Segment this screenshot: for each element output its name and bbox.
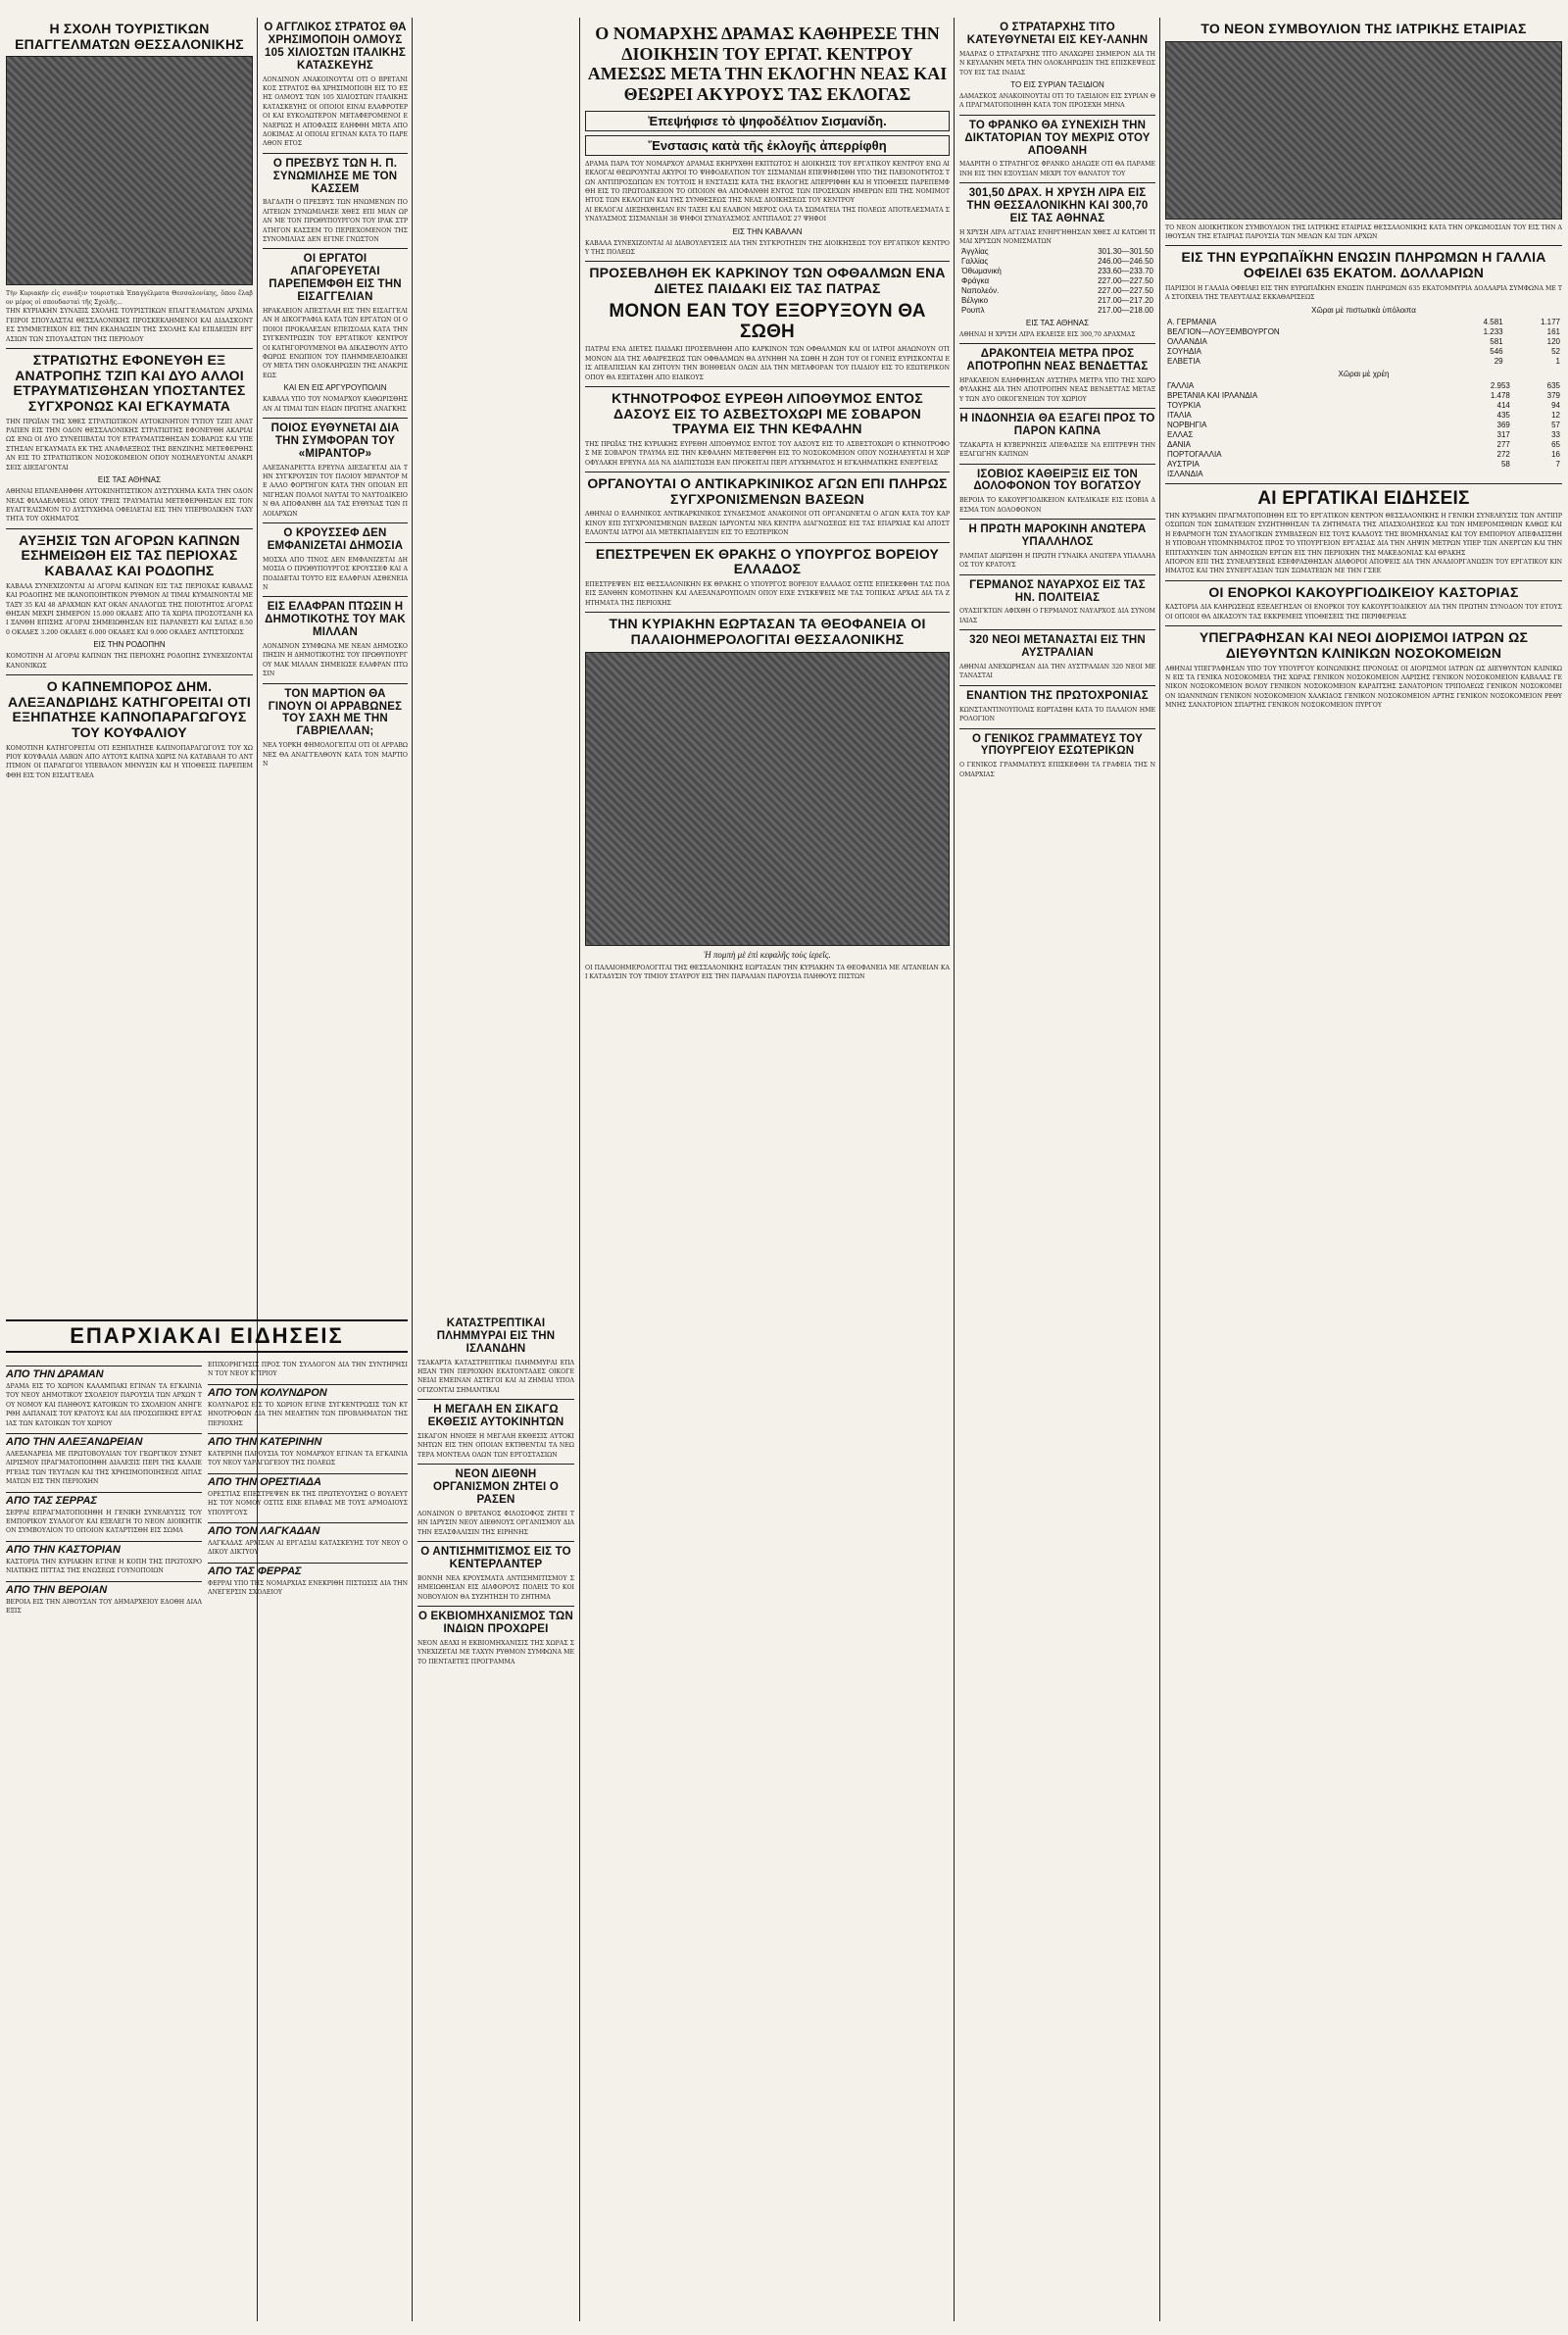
table-row: ΙΣΛΑΝΔΙΑ: [1167, 469, 1203, 478]
body-text: ΛΟΝΔΙΝΟΝ ΣΥΜΦΩΝΑ ΜΕ ΝΕΑΝ ΔΗΜΟΣΚΟΠΗΣΙΝ Η ΔΗΜΟΤΙΚΟΤΗΣ ΤΟΥ ΠΡΩΘΥΠΟΥΡΓΟΥ ΜΑΚ ΜΙΛΛΑΝ ΣΗΜΕΙΩΣΕ ΕΛΑΦΡΑΝ ΠΤΩΣΙΝ: [263, 643, 408, 678]
table-row: Α. ΓΕΡΜΑΝΙΑ 4.581 1.177: [1167, 317, 1560, 326]
column-1: [2, 18, 257, 1312]
table-header: Χῶραι μὲ χρέη: [1338, 369, 1390, 378]
headline-venice: ΔΡΑΚΟΝΤΕΙΑ ΜΕΤΡΑ ΠΡΟΣ ΑΠΟΤΡΟΠΗΝ ΝΕΑΣ ΒΕΝΔΕΤΤΑΣ: [966, 348, 1149, 373]
headline-chicago: Η ΜΕΓΑΛΗ ΕΝ ΣΙΚΑΓΩ ΕΚΘΕΣΙΣ ΑΥΤΟΚΙΝΗΤΩΝ: [427, 1404, 564, 1429]
place-heading: ΑΠΟ ΤΗΝ ΔΡΑΜΑΝ: [6, 1366, 202, 1380]
table-row: Βέλγικο 217.00—217.20: [961, 295, 1153, 305]
table-row: ΙΤΑΛΙΑ 435 12: [1167, 410, 1560, 420]
table-row: ΕΛΛΑΣ 317 33: [1167, 429, 1560, 439]
table-row: ΔΑΝΙΑ 277 65: [1167, 439, 1560, 449]
table-row: Ναπολεόν. 227.00—227.50: [961, 285, 1153, 295]
headline-collision: ΠΟΙΟΣ ΕΥΘΥΝΕΤΑΙ ΔΙΑ ΤΗΝ ΣΥΜΦΟΡΑΝ ΤΟΥ «ΜΙΡΑΝΤΟΡ»: [270, 422, 400, 460]
headline-anticancer: ΟΡΓΑΝΟΥΤΑΙ Ο ΑΝΤΙΚΑΡΚΙΝΙΚΟΣ ΑΓΩΝ ΕΠΙ ΠΛΗΡΩΣ ΣΥΓΧΡΟΝΙΣΜΕΝΩΝ ΒΑΣΕΩΝ: [587, 475, 948, 507]
body-text: ΝΕΑ ΥΟΡΚΗ ΦΗΜΟΛΟΓΕΙΤΑΙ ΟΤΙ ΟΙ ΑΡΡΑΒΩΝΕΣ ΘΑ ΑΝΑΓΓΕΛΘΟΥΝ ΚΑΤΑ ΤΟΝ ΜΑΡΤΙΟΝ: [263, 742, 408, 768]
photo-epiphany-procession: [585, 652, 950, 946]
body-text: ΤΗΝ ΠΡΩΪΑΝ ΤΗΣ ΧΘΕΣ ΣΤΡΑΤΙΩΤΙΚΟΝ ΑΥΤΟΚΙΝΗΤΟΝ ΤΥΠΟΥ ΤΖΙΠ ΑΝΑΤΡΑΠΕΝ ΕΙΣ ΤΗΝ ΟΔΟΝ ΘΕΣΣΑΛΟΝΙΚΗΣ ΣΤΡΑΤΙΩΤΗΣ ΕΦΟΝΕΥΘΗ ΑΚΑΡΙΑΙΩΣ ΕΝΩ ΟΙ ΔΥΟ ΣΥΝΕΠΙΒΑΤΑΙ ΤΟΥ ΕΤΡΑΥΜΑΤΙΣΘΗΣΑΝ ΣΟΒΑΡΩΣ ΚΑΙ ΥΠΕΣΤΗΣΑΝ ΕΓΚΑΥΜΑΤΑ ΕΚ ΤΗΣ ΑΝΑΦΛΕΞΕΩΣ ΤΗΣ ΒΕΝΖΙΝΗΣ ΜΕΤΕΦΕΡΘΗΣΑΝ ΕΙΣ ΤΟ ΣΤΡΑΤΙΩΤΙΚΟΝ ΝΟΣΟΚΟΜΕΙΟΝ ΟΠΟΥ ΝΟΣΗΛΕΥΟΝΤΑΙ ΑΝΑΚΡΙΣΕΙΣ ΔΙΕΞΑΓΟΝΤΑΙ: [6, 418, 253, 472]
headline-tourism-school: Η ΣΧΟΛΗ ΤΟΥΡΙΣΤΙΚΩΝ ΕΠΑΓΓΕΛΜΑΤΩΝ ΘΕΣΣΑΛΟΝΙΚΗΣ: [15, 21, 244, 52]
headline-general: Ο ΣΤΡΑΤΑΡΧΗΣ ΤΙΤΟ ΚΑΤΕΥΘΥΝΕΤΑΙ ΕΙΣ ΚΕΥ-ΛΑΝΗΝ: [966, 22, 1149, 46]
body-text: ΗΡΑΚΛΕΙΟΝ ΑΠΕΣΤΑΛΗ ΕΙΣ ΤΗΝ ΕΙΣΑΓΓΕΛΙΑΝ Η ΔΙΚΟΓΡΑΦΙΑ ΚΑΤΑ ΤΩΝ ΕΡΓΑΤΩΝ ΟΙ ΟΠΟΙΟΙ ΠΡΟΚΑΛΕΣΑΝ ΕΠΕΙΣΟΔΙΑ ΚΑΤΑ ΤΗΝ ΣΥΓΚΕΝΤΡΩΣΙΝ ΤΟΥ ΕΡΓΑΤΙΚΟΥ ΚΕΝΤΡΟΥ ΟΙ ΚΑΤΗΓΟΡΟΥΜΕΝΟΙ ΘΑ ΔΙΚΑΣΘΟΥΝ ΑΥΤΟΦΩΡΩΣ ΕΝΩΠΙΟΝ ΤΟΥ ΠΛΗΜΜΕΛΕΙΟΔΙΚΕΙΟΥ ΜΕΤΑ ΤΗΝ ΟΛΟΚΛΗΡΩΣΙΝ ΤΗΣ ΑΝΑΚΡΙΣΕΩΣ: [263, 307, 408, 379]
provincial-right: ΕΠΙΧΟΡΗΓΗΣΙΣ ΠΡΟΣ ΤΟΝ ΣΥΛΛΟΓΟΝ ΔΙΑ ΤΗΝ ΣΥΝΤΗΡΗΣΙΝ ΤΟΥ ΝΕΟΥ ΚΤΙΡΙΟΥ ΑΠΟ ΤΟΝ ΚΟΛΥΝΔΡΟΝ ΚΟΛΥΝΔΡΟΣ ΕΙΣ ΤΟ ΧΩΡΙΟΝ ΕΓΙΝΕ ΣΥΓΚΕΝΤΡΩΣΙΣ ΤΩΝ ΚΤΗΝΟΤΡΟΦΩΝ ΔΙΑ ΤΗΝ ΜΕΛΕΤΗΝ ΤΩΝ ΠΡΟΒΛΗΜΑΤΩΝ ΤΗΣ ΠΕΡΙΟΧΗΣ ΑΠΟ ΤΗΝ ΚΑΤΕΡΙΝΗΝ ΚΑΤΕΡΙΝΗ ΠΑΡΟΥΣΙΑ ΤΟΥ ΝΟΜΑΡΧΟΥ ΕΓΙΝΑΝ ΤΑ ΕΓΚΑΙΝΙΑ ΤΟΥ ΝΕΟΥ ΥΔΡΑΓΩΓΕΙΟΥ ΤΗΣ ΠΟΛΕΩΣ ΑΠΟ ΤΗΝ ΟΡΕΣΤΙΑΔΑ ΟΡΕΣΤΙΑΣ ΕΠΕΣΤΡΕΨΕΝ ΕΚ ΤΗΣ ΠΡΩΤΕΥΟΥΣΗΣ Ο ΒΟΥΛΕΥΤΗΣ ΤΟΥ ΝΟΜΟΥ ΟΣΤΙΣ ΕΙΧΕ ΕΠΑΦΑΣ ΜΕ ΤΟΥΣ ΑΡΜΟΔΙΟΥΣ ΥΠΟΥΡΓΟΥΣ ΑΠΟ ΤΟΝ ΛΑΓΚΑΔΑΝ ΛΑΓΚΑΔΑΣ ΑΡΧΙΣΑΝ ΑΙ ΕΡΓΑΣΙΑΙ ΚΑΤΑΣΚΕΥΗΣ ΤΟΥ ΝΕΟΥ ΟΔΙΚΟΥ ΔΙΚΤΥΟΥ ΑΠΟ ΤΑΣ ΦΕΡΡΑΣ ΦΕΡΡΑΙ ΥΠΟ ΤΗΣ ΝΟΜΑΡΧΙΑΣ ΕΝΕΚΡΙΘΗ ΠΙΣΤΩΣΙΣ ΔΙΑ ΤΗΝ ΑΝΕΓΕΡΣΙΝ ΣΧΟΛΕΙΟΥ: [208, 1362, 408, 1597]
column-2: [259, 18, 412, 1312]
table-row: ΟΛΛΑΝΔΙΑ 581 120: [1167, 336, 1560, 346]
provincial-news-title: ΕΠΑΡΧΙΑΚΑΙ ΕΙΔΗΣΕΙΣ: [6, 1319, 408, 1353]
place-heading: ΑΠΟ ΤΗΝ ΚΑΤΕΡΙΝΗΝ: [208, 1433, 408, 1448]
column-rule: [954, 18, 955, 2321]
place-heading: ΑΠΟ ΤΗΝ ΒΕΡΟΙΑΝ: [6, 1581, 202, 1596]
headline-india: Ο ΕΚΒΙΟΜΗΧΑΝΙΣΜΟΣ ΤΩΝ ΙΝΔΙΩΝ ΠΡΟΧΩΡΕΙ: [418, 1611, 573, 1635]
headline-antisemitism: Ο ΑΝΤΙΣΗΜΙΤΙΣΜΟΣ ΕΙΣ ΤΟ ΚΕΝΤΕΡΛΑΝΤΕΡ: [420, 1546, 571, 1570]
table-row: ΝΟΡΒΗΓΙΑ 369 57: [1167, 420, 1560, 429]
place-heading: ΑΠΟ ΤΟΝ ΛΑΓΚΑΔΑΝ: [208, 1522, 408, 1537]
headline-medical-society: ΤΟ ΝΕΟΝ ΣΥΜΒΟΥΛΙΟΝ ΤΗΣ ΙΑΤΡΙΚΗΣ ΕΤΑΙΡΙΑΣ: [1200, 21, 1527, 36]
headline-epiphany: ΤΗΝ ΚΥΡΙΑΚΗΝ ΕΩΡΤΑΣΑΝ ΤΑ ΘΕΟΦΑΝΕΙΑ ΟΙ ΠΑΛΑΙΟΗΜΕΡΟΛΟΓΙΤΑΙ ΘΕΣΣΑΛΟΝΙΚΗΣ: [609, 616, 926, 647]
lead-headline: Ο ΝΟΜΑΡΧΗΣ ΔΡΑΜΑΣ ΚΑΘΗΡΕΣΕ ΤΗΝ ΔΙΟΙΚΗΣΙΝ ΤΟΥ ΕΡΓΑΤ. ΚΕΝΤΡΟΥ ΑΜΕΣΩΣ ΜΕΤΑ ΤΗΝ ΕΚΛΟΓΗΝ ΝΕΑΣ ΚΑΙ ΘΕΩΡΕΙ ΑΚΥΡΟΥΣ ΤΑΣ ΕΚΛΟΓΑΣ: [587, 24, 948, 105]
gold-price-table: [959, 247, 1155, 316]
section-subhead: ΤΟ ΕΙΣ ΣΥΡΙΑΝ ΤΑΞΙΔΙΟΝ: [1010, 79, 1104, 89]
section-subhead: ΕΙΣ ΤΗΝ ΡΟΔΟΠΗΝ: [93, 640, 166, 650]
headline-merchant: Ο ΚΑΠΝΕΜΠΟΡΟΣ ΔΗΜ. ΑΛΕΞΑΝΔΡΙΔΗΣ ΚΑΤΗΓΟΡΕΙΤΑΙ ΟΤΙ ΕΞΗΠΑΤΗΣΕ ΚΑΠΝΟΠΑΡΑΓΩΓΟΥΣ ΤΟΥ ΚΟΥΦΑΛΙΟΥ: [8, 677, 251, 740]
place-heading: ΑΠΟ ΤΗΝ ΚΑΣΤΟΡΙΑΝ: [6, 1541, 202, 1556]
table-row: Ὀθωμανικὴ 233.60—233.70: [961, 266, 1153, 275]
body-text: ΚΟΜΟΤΙΝΗ ΑΙ ΑΓΟΡΑΙ ΚΑΠΝΩΝ ΤΗΣ ΠΕΡΙΟΧΗΣ ΡΟΔΟΠΗΣ ΣΥΝΕΧΙΖΟΝΤΑΙ ΚΑΝΟΝΙΚΩΣ: [6, 653, 253, 670]
body-text: ΤΗΝ ΚΥΡΙΑΚΗΝ ΣΥΝΑΞΙΣ ΣΧΟΛΗΣ ΤΟΥΡΙΣΤΙΚΩΝ ΕΠΑΓΓΕΛΜΑΤΩΝ ΑΡΧΙΜΑΓΕΙΡΟΙ ΣΠΟΥΔΑΣΤΑΙ ΘΕΣΣΑΛΟΝΙΚΗΣ ΠΡΟΣΚΕΚΛΗΜΕΝΟΙ ΚΑΙ ΔΙΔΑΣΚΟΝΤΕΣ ΣΥΜΜΕΤΕΙΧΟΝ ΕΙΣ ΤΗΝ ΕΚΔΗΛΩΣΙΝ ΤΗΣ ΣΧΟΛΗΣ ΚΑΙ ΕΠΙΔΕΙΞΙΝ ΕΡΓΑΣΙΩΝ ΤΩΝ ΣΠΟΥΔΑΣΤΩΝ ΤΗΣ ΠΕΡΙΟΔΟΥ: [6, 308, 253, 343]
section-subhead: ΚΑΙ ΕΝ ΕΙΣ ΑΡΓΥΡΟΥΠΟΛΙΝ: [283, 383, 387, 393]
headline-ambassador: Ο ΠΡΕΣΒΥΣ ΤΩΝ Η. Π. ΣΥΝΩΜΙΛΗΣΕ ΜΕ ΤΟΝ ΚΑΣΣΕΜ: [272, 157, 398, 195]
headline-tobacco: ΑΥΞΗΣΙΣ ΤΩΝ ΑΓΟΡΩΝ ΚΑΠΝΩΝ ΕΣΗΜΕΙΩΘΗ ΕΙΣ ΤΑΣ ΠΕΡΙΟΧΑΣ ΚΑΒΑΛΑΣ ΚΑΙ ΡΟΔΟΠΗΣ: [19, 531, 240, 579]
headline-raseda: ΝΕΟΝ ΔΙΕΘΝΗ ΟΡΓΑΝΙΣΜΟΝ ΖΗΤΕΙ Ο ΡΑΣΕΝ: [433, 1468, 559, 1506]
creditor-table: [1165, 318, 1562, 367]
lead-subhead-2: Ἔνστασις κατὰ τῆς ἐκλογῆς ἀπερρίφθη: [585, 135, 950, 156]
table-row: Φράγκα 227.00—227.50: [961, 275, 1153, 285]
table-row: ΑΥΣΤΡΙΑ 58 7: [1167, 459, 1560, 469]
headline-doctors: ΥΠΕΓΡΑΦΗΣΑΝ ΚΑΙ ΝΕΟΙ ΔΙΟΡΙΣΜΟΙ ΙΑΤΡΩΝ ΩΣ ΔΙΕΥΘΥΝΤΩΝ ΚΛΙΝΙΚΩΝ ΝΟΣΟΚΟΜΕΙΩΝ: [1199, 629, 1529, 661]
place-heading: ΑΠΟ ΤΑΣ ΣΕΡΡΑΣ: [6, 1492, 202, 1507]
table-row: ΕΛΒΕΤΙΑ 29 1: [1167, 356, 1560, 366]
table-row: Γαλλίας 246.00—246.50: [961, 256, 1153, 266]
body-text: ΚΑΒΑΛΑ ΣΥΝΕΧΙΖΟΝΤΑΙ ΑΙ ΑΓΟΡΑΙ ΚΑΠΝΩΝ ΕΙΣ ΤΑΣ ΠΕΡΙΟΧΑΣ ΚΑΒΑΛΑΣ ΚΑΙ ΡΟΔΟΠΗΣ ΜΕ ΙΚΑΝΟΠΟΙΗΤΙΚΟΝ ΡΥΘΜΟΝ ΑΙ ΤΙΜΑΙ ΚΥΜΑΙΝΟΝΤΑΙ ΜΕΤΑΞΥ 35 ΚΑΙ 48 ΔΡΑΧΜΩΝ ΚΑΤ ΟΚΑΝ ΑΝΑΛΟΓΩΣ ΤΗΣ ΠΟΙΟΤΗΤΟΣ ΑΓΟΡΑΣΘΗΣΑΝ ΜΕΧΡΙ ΣΗΜΕΡΟΝ 15.000 ΟΚΑΔΕΣ ΑΠΟ ΤΑ ΧΩΡΙΑ ΠΡΟΣΟΤΣΑΝΗ ΚΑΙ ΞΑΝΘΗ ΕΠΙΣΗΣ ΑΓΟΡΑΙ ΣΗΜΕΙΩΘΗΣΑΝ ΕΙΣ ΠΑΡΑΝΕΣΤΙ ΚΑΙ ΣΑΠΑΣ 8.500 ΟΚΑΔΕΣ 3.200 ΟΚΑΔΕΣ 6.000 ΟΚΑΔΕΣ ΚΑΙ 9.000 ΟΚΑΔΕΣ ΑΝΤΙΣΤΟΙΧΩΣ: [6, 582, 253, 636]
place-heading: ΑΠΟ ΤΑΣ ΦΕΡΡΑΣ: [208, 1563, 408, 1577]
section-subhead: ΕΙΣ ΤΑΣ ΑΘΗΝΑΣ: [1025, 318, 1090, 327]
headline-cancer-sub: ΜΟΝΟΝ ΕΑΝ ΤΟΥ ΕΞΟΡΥΞΟΥΝ ΘΑ ΣΩΘΗ: [609, 300, 926, 343]
headline-franco: ΤΟ ΦΡΑΝΚΟ ΘΑ ΣΥΝΕΧΙΣΗ ΤΗΝ ΔΙΚΤΑΤΟΡΙΑΝ ΤΟΥ ΜΕΧΡΙΣ ΟΤΟΥ ΑΠΟΘΑΝΗ: [964, 119, 1151, 157]
photo-tourism-school: [6, 56, 253, 285]
body-text: ΑΛΕΞΑΝΔΡΕΤΤΑ ΕΡΕΥΝΑ ΔΙΕΞΑΓΕΤΑΙ ΔΙΑ ΤΗΝ ΣΥΓΚΡΟΥΣΙΝ ΤΟΥ ΠΛΟΙΟΥ ΜΙΡΑΝΤΟΡ ΜΕ ΑΛΛΟ ΦΟΡΤΗΓΟΝ ΚΑΤΑ ΤΗΝ ΟΠΟΙΑΝ ΕΠΝΙΓΗΣΑΝ ΠΟΛΛΟΙ ΝΑΥΤΑΙ ΤΟ ΝΑΥΤΟΔΙΚΕΙΟΝ ΘΑ ΑΠΟΦΑΝΘΗ ΔΙΑ ΤΑΣ ΕΥΘΥΝΑΣ ΤΩΝ ΠΛΟΙΑΡΧΩΝ: [263, 464, 408, 518]
table-row: ΓΑΛΛΙΑ 2.953 635: [1167, 380, 1560, 390]
headline-shepherd: ΚΤΗΝΟΤΡΟΦΟΣ ΕΥΡΕΘΗ ΛΙΠΟΘΥΜΟΣ ΕΝΤΟΣ ΔΑΣΟΥΣ ΕΙΣ ΤΟ ΑΣΒΕΣΤΟΧΩΡΙ ΜΕ ΣΟΒΑΡΟΝ ΤΡΑΥΜΑ ΕΙΣ ΤΗΝ ΚΕΦΑΛΗΝ: [612, 389, 923, 437]
table-header: Χῶραι μὲ πιστωτικὰ ὑπόλοιπα: [1311, 305, 1416, 315]
section-subhead: ΕΙΣ ΤΑΣ ΑΘΗΝΑΣ: [97, 475, 162, 485]
headline-indonesia: Η ΙΝΔΟΝΗΣΙΑ ΘΑ ΕΞΑΓΕΙ ΠΡΟΣ ΤΟ ΠΑΡΟΝ ΚΑΠΝΑ: [959, 413, 1155, 437]
place-heading: ΑΠΟ ΤΟΝ ΚΟΛΥΝΔΡΟΝ: [208, 1384, 408, 1399]
table-row: ΤΟΥΡΚΙΑ 414 94: [1167, 400, 1560, 410]
column-6: ΤΟ ΝΕΟΝ ΣΥΜΒΟΥΛΙΟΝ ΤΗΣ ΙΑΤΡΙΚΗΣ ΕΤΑΙΡΙΑΣ ΤΟ ΝΕΟΝ ΔΙΟΙΚΗΤΙΚΟΝ ΣΥΜΒΟΥΛΙΟΝ ΤΗΣ ΙΑΤΡΙΚΗΣ ΕΤΑΙΡΙΑΣ ΘΕΣΣΑΛΟΝΙΚΗΣ ΚΑΤΑ ΤΗΝ ΟΡΚΩΜΟΣΙΑΝ ΤΟΥ ΕΙΣ ΤΗΝ ΑΙΘΟΥΣΑΝ ΤΗΣ ΕΤΑΙΡΙΑΣ ΠΑΡΟΥΣΙΑ ΤΩΝ ΜΕΛΩΝ ΚΑΙ ΤΩΝ ΑΡΧΩΝ ΕΙΣ ΤΗΝ ΕΥΡΩΠΑΪΚΗΝ ΕΝΩΣΙΝ ΠΛΗΡΩΜΩΝ Η ΓΑΛΛΙΑ ΟΦΕΙΛΕΙ 635 ΕΚΑΤΟΜ. ΔΟΛΛΑΡΙΩΝ ΠΑΡΙΣΙΟΙ Η ΓΑΛΛΙΑ ΟΦΕΙΛΕΙ ΕΙΣ ΤΗΝ ΕΥΡΩΠΑΪΚΗΝ ΕΝΩΣΙΝ ΠΛΗΡΩΜΩΝ 635 ΕΚΑΤΟΜΜΥΡΙΑ ΔΟΛΛΑΡΙΑ ΣΥΜΦΩΝΑ ΜΕ ΤΑ ΣΤΟΙΧΕΙΑ ΤΗΣ ΤΕΛΕΥΤΑΙΑΣ ΕΚΚΑΘΑΡΙΣΕΩΣ Χῶραι μὲ πιστωτικὰ ὑπόλοιπα Α. ΓΕΡΜΑΝΙΑ 4.581 1.177 ΒΕΛΓΙΟΝ—ΛΟΥΞΕΜΒΟΥΡΓΟΝ 1.233 161 ΟΛΛΑΝΔΙΑ 581 120 ΣΟΥΗΔΙΑ 546 52 ΕΛΒΕΤΙΑ 29 1 Χῶραι μὲ χρέη ΓΑΛΛΙΑ 2.953 635 ΒΡΕΤΑΝΙΑ ΚΑΙ ΙΡΛΑΝΔΙΑ 1.478 379 ΤΟΥΡΚΙΑ 414 94 ΙΤΑΛΙΑ 435 12 ΝΟΡΒΗΓΙΑ 369 57 ΕΛΛΑΣ 317 33 ΔΑΝΙΑ 277 65 ΠΟΡΤΟΓΑΛΛΙΑ 272 16 ΑΥΣΤΡΙΑ 58 7 ΙΣΛΑΝΔΙΑ ΑΙ ΕΡΓΑΤΙΚΑΙ ΕΙΔΗΣΕΙΣ ΤΗΝ ΚΥΡΙΑΚΗΝ ΠΡΑΓΜΑΤΟΠΟΙΗΘΗ ΕΙΣ ΤΟ ΕΡΓΑΤΙΚΟΝ ΚΕΝΤΡΟΝ ΘΕΣΣΑΛΟΝΙΚΗΣ Η ΓΕΝΙΚΗ ΣΥΝΕΛΕΥΣΙΣ ΤΩΝ ΑΝΤΙΠΡΟΣΩΠΩΝ ΤΩΝ ΣΩΜΑΤΕΙΩΝ ΣΥΖΗΤΗΘΗΣΑΝ ΤΑ ΖΗΤΗΜΑΤΑ ΤΗΣ ΑΠΑΣΧΟΛΗΣΕΩΣ ΚΑΙ ΤΩΝ ΗΜΕΡΟΜΙΣΘΙΩΝ ΚΑΘΩΣ ΚΑΙ Η ΕΦΑΡΜΟΓΗ ΤΩΝ ΣΥΛΛΟΓΙΚΩΝ ΣΥΜΒΑΣΕΩΝ ΕΙΣ ΤΟΥΣ ΚΛΑΔΟΥΣ ΤΗΣ ΒΙΟΜΗΧΑΝΙΑΣ ΚΑΙ ΤΟΥ ΕΜΠΟΡΙΟΥ ΑΠΕΦΑΣΙΣΘΗ Η ΥΠΟΒΟΛΗ ΥΠΟΜΝΗΜΑΤΟΣ ΠΡΟΣ ΤΟ ΥΠΟΥΡΓΕΙΟΝ ΕΡΓΑΣΙΑΣ ΔΙΑ ΤΗΝ ΛΗΨΙΝ ΜΕΤΡΩΝ ΥΠΕΡ ΤΩΝ ΑΝΕΡΓΩΝ ΚΑΙ ΤΗΝ ΕΠΙΤΑΧΥΝΣΙΝ ΤΩΝ ΔΗΜΟΣΙΩΝ ΕΡΓΩΝ ΕΙΣ ΤΗΝ ΠΕΡΙΟΧΗΝ ΤΗΣ ΜΑΚΕΔΟΝΙΑΣ ΚΑΙ ΘΡΑΚΗΣ ΑΠΟΡΟΝ ΕΠΙ ΤΗΣ ΣΥΝΕΛΕΥΣΕΩΣ ΕΞΕΦΡΑΣΘΗΣΑΝ ΔΙΑΦΟΡΟΙ ΑΠΟΨΕΙΣ ΔΙΑ ΤΗΝ ΑΝΑΔΙΟΡΓΑΝΩΣΙΝ ΤΟΥ ΕΡΓΑΤΙΚΟΥ ΚΙΝΗΜΑΤΟΣ ΚΑΙ ΤΗΝ ΣΥΝΕΡΓΑΣΙΑΝ ΤΩΝ ΣΩΜΑΤΕΙΩΝ ΜΕ ΤΗΝ ΓΣΕΕ ΟΙ ΕΝΟΡΚΟΙ ΚΑΚΟΥΡΓΙΟΔΙΚΕΙΟΥ ΚΑΣΤΟΡΙΑΣ ΚΑΣΤΟΡΙΑ ΔΙΑ ΚΛΗΡΩΣΕΩΣ ΕΞΕΛΕΓΗΣΑΝ ΟΙ ΕΝΟΡΚΟΙ ΤΟΥ ΚΑΚΟΥΡΓΙΟΔΙΚΕΙΟΥ ΔΙΑ ΤΗΝ ΠΡΩΤΗΝ ΣΥΝΟΔΟΝ ΤΟΥ ΕΤΟΥΣ ΟΙ ΟΠΟΙΟΙ ΘΑ ΔΙΚΑΣΟΥΝ ΤΑΣ ΕΚΚΡΕΜΕΙΣ ΥΠΟΘΕΣΕΙΣ ΤΗΣ ΠΕΡΙΦΕΡΕΙΑΣ ΥΠΕΓΡΑΦΗΣΑΝ ΚΑΙ ΝΕΟΙ ΔΙΟΡΙΣΜΟΙ ΙΑΤΡΩΝ ΩΣ ΔΙΕΥΘΥΝΤΩΝ ΚΛΙΝΙΚΩΝ ΝΟΣΟΚΟΜΕΙΩΝ ΑΘΗΝΑΙ ΥΠΕΓΡΑΦΗΣΑΝ ΥΠΟ ΤΟΥ ΥΠΟΥΡΓΟΥ ΚΟΙΝΩΝΙΚΗΣ ΠΡΟΝΟΙΑΣ ΟΙ ΔΙΟΡΙΣΜΟΙ ΙΑΤΡΩΝ ΩΣ ΔΙΕΥΘΥΝΤΩΝ ΚΛΙΝΙΚΩΝ ΕΙΣ ΤΑ ΓΕΝΙΚΑ ΝΟΣΟΚΟΜΕΙΑ ΤΗΣ ΧΩΡΑΣ ΓΕΝΙΚΟΝ ΝΟΣΟΚΟΜΕΙΟΝ ΛΑΡΙΣΗΣ ΓΕΝΙΚΟΝ ΝΟΣΟΚΟΜΕΙΟΝ ΚΑΒΑΛΑΣ ΓΕΝΙΚΟΝ ΝΟΣΟΚΟΜΕΙΟΝ ΒΟΛΟΥ ΓΕΝΙΚΟΝ ΝΟΣΟΚΟΜΕΙΟΝ ΚΑΡΔΙΤΣΗΣ ΣΑΝΑΤΟΡΙΟΝ ΤΡΙΠΟΛΕΩΣ ΓΕΝΙΚΟΝ ΝΟΣΟΚΟΜΕΙΟΝ ΙΩΑΝΝΙΝΩΝ ΓΕΝΙΚΟΝ ΝΟΣΟΚΟΜΕΙΟΝ ΧΑΛΚΙΔΟΣ ΓΕΝΙΚΟΝ ΝΟΣΟΚΟΜΕΙΟΝ ΑΡΤΗΣ ΓΕΝΙΚΟΝ ΝΟΣΟΚΟΜΕΙΟΝ ΡΕΘΥΜΝΗΣ ΣΑΝΑΤΟΡΙΟΝ ΣΠΑΡΤΗΣ ΓΕΝΙΚΟΝ ΝΟΣΟΚΟΜΕΙΟΝ ΠΥΡΓΟΥ: [1165, 21, 1562, 710]
section-subhead: ΕΙΣ ΤΗΝ ΚΑΒΑΛΑΝ: [732, 226, 803, 236]
table-row: ΒΕΛΓΙΟΝ—ΛΟΥΞΕΜΒΟΥΡΓΟΝ 1.233 161: [1167, 326, 1560, 336]
photo-caption: Τὴν Κυριακὴν εἰς συνάξιν τουριστικὰ Ἐπαγγέλματα Θεσσαλονίκης, ὅπου ἔλαβον μέρος οἱ σπουδασταὶ τῆς Σχολῆς...: [6, 290, 253, 307]
headline-floods: ΚΑΤΑΣΤΡΕΠΤΙΚΑΙ ΠΛΗΜΜΥΡΑΙ ΕΙΣ ΤΗΝ ΙΣΛΑΝΔΗΝ: [436, 1317, 556, 1355]
place-heading: ΑΠΟ ΤΗΝ ΑΛΕΞΑΝΔΡΕΙΑΝ: [6, 1433, 202, 1448]
body-text: ΛΟΝΔΙΝΟΝ ΑΝΑΚΟΙΝΟΥΤΑΙ ΟΤΙ Ο ΒΡΕΤΑΝΙΚΟΣ ΣΤΡΑΤΟΣ ΘΑ ΧΡΗΣΙΜΟΠΟΙΗ ΕΙΣ ΤΟ ΕΞΗΣ ΟΛΜΟΥΣ ΤΩΝ 105 ΧΙΛΙΟΣΤΩΝ ΙΤΑΛΙΚΗΣ ΚΑΤΑΣΚΕΥΗΣ ΟΙ ΟΠΟΙΟΙ ΕΙΝΑΙ ΕΛΑΦΡΟΤΕΡΟΙ ΚΑΙ ΕΥΚΟΛΩΤΕΡΟΝ ΜΕΤΑΦΕΡΟΜΕΝΟΙ ΕΝΑΕΡΙΩΣ Η ΑΠΟΦΑΣΙΣ ΕΛΗΦΘΗ ΜΕΤΑ ΑΠΟ ΔΟΚΙΜΑΣ ΑΙ ΟΠΟΙΑΙ ΕΓΙΝΑΝ ΚΑΤΑ ΤΟ ΠΑΡΕΛΘΟΝ ΕΤΟΣ: [263, 75, 408, 148]
headline-secretary: Ο ΓΕΝΙΚΟΣ ΓΡΑΜΜΑΤΕΥΣ ΤΟΥ ΥΠΟΥΡΓΕΙΟΥ ΕΣΩΤΕΡΙΚΩΝ: [972, 732, 1143, 758]
provincial-left: ΑΠΟ ΤΗΝ ΔΡΑΜΑΝ ΔΡΑΜΑ ΕΙΣ ΤΟ ΧΩΡΙΟΝ ΚΑΛΑΜΠΑΚΙ ΕΓΙΝΑΝ ΤΑ ΕΓΚΑΙΝΙΑ ΤΟΥ ΝΕΟΥ ΔΗΜΟΤΙΚΟΥ ΣΧΟΛΕΙΟΥ ΠΑΡΟΥΣΙΑ ΤΩΝ ΑΡΧΩΝ ΤΟΥ ΝΟΜΟΥ ΚΑΙ ΠΛΗΘΟΥΣ ΚΑΤΟΙΚΩΝ ΤΟ ΣΧΟΛΕΙΟΝ ΑΝΗΓΕΡΘΗ ΔΑΠΑΝΑΙΣ ΤΟΥ ΚΡΑΤΟΥΣ ΚΑΙ ΔΙΑ ΠΡΟΣΩΠΙΚΗΣ ΕΡΓΑΣΙΑΣ ΤΩΝ ΚΑΤΟΙΚΩΝ ΤΟΥ ΧΩΡΙΟΥ ΑΠΟ ΤΗΝ ΑΛΕΞΑΝΔΡΕΙΑΝ ΑΛΕΞΑΝΔΡΕΙΑ ΜΕ ΠΡΩΤΟΒΟΥΛΙΑΝ ΤΟΥ ΓΕΩΡΓΙΚΟΥ ΣΥΝΕΤΑΙΡΙΣΜΟΥ ΠΡΑΓΜΑΤΟΠΟΙΗΘΗ ΔΙΑΛΕΞΙΣ ΠΕΡΙ ΤΗΣ ΚΑΛΛΙΕΡΓΕΙΑΣ ΤΩΝ ΤΕΥΤΛΩΝ ΚΑΙ ΤΗΣ ΧΡΗΣΙΜΟΠΟΙΗΣΕΩΣ ΛΙΠΑΣΜΑΤΩΝ ΕΙΣ ΤΗΝ ΠΕΡΙΟΧΗΝ ΑΠΟ ΤΑΣ ΣΕΡΡΑΣ ΣΕΡΡΑΙ ΕΠΡΑΓΜΑΤΟΠΟΙΗΘΗ Η ΓΕΝΙΚΗ ΣΥΝΕΛΕΥΣΙΣ ΤΟΥ ΕΜΠΟΡΙΚΟΥ ΣΥΛΛΟΓΟΥ ΚΑΙ ΕΞΕΛΕΓΗ ΤΟ ΝΕΟΝ ΔΙΟΙΚΗΤΙΚΟΝ ΣΥΜΒΟΥΛΙΟΝ ΤΟ ΟΠΟΙΟΝ ΚΑΤΑΡΤΙΣΘΗ ΕΙΣ ΣΩΜΑ ΑΠΟ ΤΗΝ ΚΑΣΤΟΡΙΑΝ ΚΑΣΤΟΡΙΑ ΤΗΝ ΚΥΡΙΑΚΗΝ ΕΓΙΝΕ Η ΚΟΠΗ ΤΗΣ ΠΡΩΤΟΧΡΟΝΙΑΤΙΚΗΣ ΠΙΤΤΑΣ ΤΗΣ ΕΝΩΣΕΩΣ ΓΟΥΝΟΠΟΙΩΝ ΑΠΟ ΤΗΝ ΒΕΡΟΙΑΝ ΒΕΡΟΙΑ ΕΙΣ ΤΗΝ ΑΙΘΟΥΣΑΝ ΤΟΥ ΔΗΜΑΡΧΕΙΟΥ ΕΔΟΘΗ ΔΙΑΛΕΞΙΣ: [6, 1361, 202, 2302]
column-rule: [412, 18, 413, 2321]
lead-subhead-1: Ἐπεψήφισε τὸ ψηφοδέλτιον Σισμανίδη.: [585, 111, 950, 131]
table-row: ΒΡΕΤΑΝΙΑ ΚΑΙ ΙΡΛΑΝΔΙΑ 1.478 379: [1167, 390, 1560, 400]
headline-army: Ο ΑΓΓΛΙΚΟΣ ΣΤΡΑΤΟΣ ΘΑ ΧΡΗΣΙΜΟΠΟΙΗ ΟΛΜΟΥΣ 105 ΧΙΛΙΟΣΤΩΝ ΙΤΑΛΙΚΗΣ ΚΑΤΑΣΚΕΥΗΣ: [264, 22, 407, 72]
debtor-table: [1165, 381, 1562, 479]
body-text: ΚΟΜΟΤΙΝΗ ΚΑΤΗΓΟΡΕΙΤΑΙ ΟΤΙ ΕΞΗΠΑΤΗΣΕ ΚΑΠΝΟΠΑΡΑΓΩΓΟΥΣ ΤΟΥ ΧΩΡΙΟΥ ΚΟΥΦΑΛΙΑ ΛΑΒΩΝ ΑΠΟ ΑΥΤΟΥΣ ΚΑΠΝΑ ΧΩΡΙΣ ΝΑ ΚΑΤΑΒΑΛΗ ΤΟ ΑΝΤΙΤΙΜΟΝ ΟΙ ΠΑΡΑΓΩΓΟΙ ΥΠΕΒΑΛΟΝ ΜΗΝΥΣΙΝ ΚΑΙ Η ΥΠΟΘΕΣΙΣ ΠΑΡΕΠΕΜΦΘΗ ΕΙΣ ΤΟΝ ΕΙΣΑΓΓΕΛΕΑ: [6, 744, 253, 779]
headline-minister: ΕΠΕΣΤΡΕΨΕΝ ΕΚ ΘΡΑΚΗΣ Ο ΥΠΟΥΡΓΟΣ ΒΟΡΕΙΟΥ ΕΛΛΑΔΟΣ: [595, 545, 940, 577]
table-row: Ρουπλ 217.00—218.00: [961, 305, 1153, 315]
headline-bogatsos: ΙΣΟΒΙΟΣ ΚΑΘΕΙΡΞΙΣ ΕΙΣ ΤΟΝ ΔΟΛΟΦΟΝΟΝ ΤΟΥ ΒΟΓΑΤΣΟΥ: [973, 468, 1142, 493]
headline-elections: ΕΙΣ ΕΛΑΦΡΑΝ ΠΤΩΣΙΝ Η ΔΗΜΟΤΙΚΟΤΗΣ ΤΟΥ ΜΑΚ ΜΙΛΛΑΝ: [265, 601, 406, 639]
place-heading: ΑΠΟ ΤΗΝ ΟΡΕΣΤΙΑΔΑ: [208, 1473, 408, 1488]
table-row: Ἀγγλίας 301.30—301.50: [961, 246, 1153, 256]
body-text: ΒΑΓΔΑΤΗ Ο ΠΡΕΣΒΥΣ ΤΩΝ ΗΝΩΜΕΝΩΝ ΠΟΛΙΤΕΙΩΝ ΣΥΝΩΜΙΛΗΣΕ ΧΘΕΣ ΕΠΙ ΜΙΑΝ ΩΡΑΝ ΜΕ ΤΟΝ ΠΡΩΘΥΠΟΥΡΓΟΝ ΤΟΥ ΙΡΑΚ ΣΤΡΑΤΗΓΟΝ ΚΑΣΣΕΜ ΤΟ ΠΕΡΙΕΧΟΜΕΝΟΝ ΤΗΣ ΣΥΝΟΜΙΛΙΑΣ ΔΕΝ ΕΓΙΝΕ ΓΝΩΣΤΟΝ: [263, 199, 408, 243]
photo-medical-society: [1165, 41, 1562, 220]
body-text: ΚΑΒΑΛΑ ΥΠΟ ΤΟΥ ΝΟΜΑΡΧΟΥ ΚΑΘΩΡΙΣΘΗΣΑΝ ΑΙ ΤΙΜΑΙ ΤΩΝ ΕΙΔΩΝ ΠΡΩΤΗΣ ΑΝΑΓΚΗΣ: [263, 396, 408, 413]
headline-european-union: ΕΙΣ ΤΗΝ ΕΥΡΩΠΑΪΚΗΝ ΕΝΩΣΙΝ ΠΛΗΡΩΜΩΝ Η ΓΑΛΛΙΑ ΟΦΕΙΛΕΙ 635 ΕΚΑΤΟΜ. ΔΟΛΛΑΡΙΩΝ: [1181, 249, 1546, 281]
headline-engagement: ΤΟΝ ΜΑΡΤΙΟΝ ΘΑ ΓΙΝΟΥΝ ΟΙ ΑΡΡΑΒΩΝΕΣ ΤΟΥ ΣΑΧΗ ΜΕ ΤΗΝ ΓΑΒΡΙΕΛΛΑΝ;: [268, 687, 403, 738]
column-3: ΚΑΤΑΣΤΡΕΠΤΙΚΑΙ ΠΛΗΜΜΥΡΑΙ ΕΙΣ ΤΗΝ ΙΣΛΑΝΔΗΝ ΤΣΑΚΑΡΤΑ ΚΑΤΑΣΤΡΕΠΤΙΚΑΙ ΠΛΗΜΜΥΡΑΙ ΕΠΛΗΞΑΝ ΤΗΝ ΠΕΡΙΟΧΗΝ ΕΚΑΤΟΝΤΑΔΕΣ ΟΙΚΟΓΕΝΕΙΑΙ ΕΜΕΙΝΑΝ ΑΣΤΕΓΟΙ ΚΑΙ ΑΙ ΖΗΜΙΑΙ ΥΠΟΛΟΓΙΖΟΝΤΑΙ ΣΗΜΑΝΤΙΚΑΙ Η ΜΕΓΑΛΗ ΕΝ ΣΙΚΑΓΩ ΕΚΘΕΣΙΣ ΑΥΤΟΚΙΝΗΤΩΝ ΣΙΚΑΓΟΝ ΗΝΟΙΞΕ Η ΜΕΓΑΛΗ ΕΚΘΕΣΙΣ ΑΥΤΟΚΙΝΗΤΩΝ ΕΙΣ ΤΗΝ ΟΠΟΙΑΝ ΕΚΤΙΘΕΝΤΑΙ ΤΑ ΝΕΩΤΕΡΑ ΜΟΝΤΕΛΑ ΟΛΩΝ ΤΩΝ ΕΡΓΟΣΤΑΣΙΩΝ ΝΕΟΝ ΔΙΕΘΝΗ ΟΡΓΑΝΙΣΜΟΝ ΖΗΤΕΙ Ο ΡΑΣΕΝ ΛΟΝΔΙΝΟΝ Ο ΒΡΕΤΑΝΟΣ ΦΙΛΟΣΟΦΟΣ ΖΗΤΕΙ ΤΗΝ ΙΔΡΥΣΙΝ ΝΕΟΥ ΔΙΕΘΝΟΥΣ ΟΡΓΑΝΙΣΜΟΥ ΔΙΑ ΤΗΝ ΕΞΑΣΦΑΛΙΣΙΝ ΤΗΣ ΕΙΡΗΝΗΣ Ο ΑΝΤΙΣΗΜΙΤΙΣΜΟΣ ΕΙΣ ΤΟ ΚΕΝΤΕΡΛΑΝΤΕΡ ΒΟΝΝΗ ΝΕΑ ΚΡΟΥΣΜΑΤΑ ΑΝΤΙΣΗΜΙΤΙΣΜΟΥ ΣΗΜΕΙΩΘΗΣΑΝ ΕΙΣ ΔΙΑΦΟΡΟΥΣ ΠΟΛΕΙΣ ΤΟ ΚΟΙΝΟΒΟΥΛΙΟΝ ΘΑ ΣΥΖΗΤΗΣΗ ΤΟ ΖΗΤΗΜΑ Ο ΕΚΒΙΟΜΗΧΑΝΙΣΜΟΣ ΤΩΝ ΙΝΔΙΩΝ ΠΡΟΧΩΡΕΙ ΝΕΟΝ ΔΕΛΧΙ Η ΕΚΒΙΟΜΗΧΑΝΙΣΙΣ ΤΗΣ ΧΩΡΑΣ ΣΥΝΕΧΙΖΕΤΑΙ ΜΕ ΤΑΧΥΝ ΡΥΘΜΟΝ ΣΥΜΦΩΝΑ ΜΕ ΤΟ ΠΕΝΤΑΕΤΕΣ ΠΡΟΓΡΑΜΜΑ: [417, 1317, 574, 1665]
headline-labor-news: ΑΙ ΕΡΓΑΤΙΚΑΙ ΕΙΔΗΣΕΙΣ: [1257, 487, 1470, 509]
headline-workers: ΟΙ ΕΡΓΑΤΟΙ ΑΠΑΓΟΡΕΥΕΤΑΙ ΠΑΡΕΠΕΜΦΘΗ ΕΙΣ ΤΗΝ ΕΙΣΑΓΓΕΛΙΑΝ: [269, 253, 402, 304]
provincial-news: [2, 1314, 412, 2313]
headline-soldier: ΣΤΡΑΤΙΩΤΗΣ ΕΦΟΝΕΥΘΗ ΕΞ ΑΝΑΤΡΟΠΗΣ ΤΖΙΠ ΚΑΙ ΔΥΟ ΑΛΛΟΙ ΕΤΡΑΥΜΑΤΙΣΘΗΣΑΝ ΥΠΟΣΤΑΝΤΕΣ ΣΥΓΧΡΟΝΩΣ ΚΑΙ ΕΓΚΑΥΜΑΤΑ: [13, 351, 246, 414]
column-5: Ο ΣΤΡΑΤΑΡΧΗΣ ΤΙΤΟ ΚΑΤΕΥΘΥΝΕΤΑΙ ΕΙΣ ΚΕΥ-ΛΑΝΗΝ ΜΑΔΡΑΣ Ο ΣΤΡΑΤΑΡΧΗΣ ΤΙΤΟ ΑΝΑΧΩΡΕΙ ΣΗΜΕΡΟΝ ΔΙΑ ΤΗΝ ΚΕΥΛΑΝΗΝ ΜΕΤΑ ΤΗΝ ΟΛΟΚΛΗΡΩΣΙΝ ΤΗΣ ΕΠΙΣΚΕΨΕΩΣ ΤΟΥ ΕΙΣ ΤΑΣ ΙΝΔΙΑΣ ΤΟ ΕΙΣ ΣΥΡΙΑΝ ΤΑΞΙΔΙΟΝ ΔΑΜΑΣΚΟΣ ΑΝΑΚΟΙΝΟΥΤΑΙ ΟΤΙ ΤΟ ΤΑΞΙΔΙΟΝ ΕΙΣ ΣΥΡΙΑΝ ΘΑ ΠΡΑΓΜΑΤΟΠΟΙΗΘΗ ΚΑΤΑ ΤΟΝ ΠΡΟΣΕΧΗ ΜΗΝΑ ΤΟ ΦΡΑΝΚΟ ΘΑ ΣΥΝΕΧΙΣΗ ΤΗΝ ΔΙΚΤΑΤΟΡΙΑΝ ΤΟΥ ΜΕΧΡΙΣ ΟΤΟΥ ΑΠΟΘΑΝΗ ΜΑΔΡΙΤΗ Ο ΣΤΡΑΤΗΓΟΣ ΦΡΑΝΚΟ ΔΗΛΩΣΕ ΟΤΙ ΘΑ ΠΑΡΑΜΕΙΝΗ ΕΙΣ ΤΗΝ ΕΞΟΥΣΙΑΝ ΜΕΧΡΙ ΤΟΥ ΘΑΝΑΤΟΥ ΤΟΥ 301,50 ΔΡΑΧ. Η ΧΡΥΣΗ ΛΙΡΑ ΕΙΣ ΤΗΝ ΘΕΣΣΑΛΟΝΙΚΗΝ ΚΑΙ 300,70 ΕΙΣ ΤΑΣ ΑΘΗΝΑΣ Η ΧΡΥΣΗ ΛΙΡΑ ΑΓΓΛΙΑΣ ΕΝΗΡΓΗΘΗΣΑΝ ΧΘΕΣ ΑΙ ΚΑΤΩΘΙ ΤΙΜΑΙ ΧΡΥΣΩΝ ΝΟΜΙΣΜΑΤΩΝ Ἀγγλίας 301.30—301.50 Γαλλίας 246.00—246.50 Ὀθωμανικὴ 233.60—233.70 Φράγκα 227.00—227.50 Ναπολεόν. 227.00—227.50 Βέλγικο 217.00—217.20 Ρουπλ 217.00—218.00 ΕΙΣ ΤΑΣ ΑΘΗΝΑΣ ΑΘΗΝΑΙ Η ΧΡΥΣΗ ΛΙΡΑ ΕΚΛΕΙΣΕ ΕΙΣ 300,70 ΔΡΑΧΜΑΣ ΔΡΑΚΟΝΤΕΙΑ ΜΕΤΡΑ ΠΡΟΣ ΑΠΟΤΡΟΠΗΝ ΝΕΑΣ ΒΕΝΔΕΤΤΑΣ ΗΡΑΚΛΕΙΟΝ ΕΛΗΦΘΗΣΑΝ ΑΥΣΤΗΡΑ ΜΕΤΡΑ ΥΠΟ ΤΗΣ ΧΩΡΟΦΥΛΑΚΗΣ ΔΙΑ ΤΗΝ ΑΠΟΤΡΟΠΗΝ ΝΕΑΣ ΒΕΝΔΕΤΤΑΣ ΜΕΤΑΞΥ ΤΩΝ ΔΥΟ ΟΙΚΟΓΕΝΕΙΩΝ ΤΟΥ ΧΩΡΙΟΥ Η ΙΝΔΟΝΗΣΙΑ ΘΑ ΕΞΑΓΕΙ ΠΡΟΣ ΤΟ ΠΑΡΟΝ ΚΑΠΝΑ ΤΖΑΚΑΡΤΑ Η ΚΥΒΕΡΝΗΣΙΣ ΑΠΕΦΑΣΙΣΕ ΝΑ ΕΠΙΤΡΕΨΗ ΤΗΝ ΕΞΑΓΩΓΗΝ ΚΑΠΝΩΝ ΙΣΟΒΙΟΣ ΚΑΘΕΙΡΞΙΣ ΕΙΣ ΤΟΝ ΔΟΛΟΦΟΝΟΝ ΤΟΥ ΒΟΓΑΤΣΟΥ ΒΕΡΟΙΑ ΤΟ ΚΑΚΟΥΡΓΙΟΔΙΚΕΙΟΝ ΚΑΤΕΔΙΚΑΣΕ ΕΙΣ ΙΣΟΒΙΑ ΔΕΣΜΑ ΤΟΝ ΔΟΛΟΦΟΝΟΝ Η ΠΡΩΤΗ ΜΑΡΟΚΙΝΗ ΑΝΩΤΕΡΑ ΥΠΑΛΛΗΛΟΣ ΡΑΜΠΑΤ ΔΙΩΡΙΣΘΗ Η ΠΡΩΤΗ ΓΥΝΑΙΚΑ ΑΝΩΤΕΡΑ ΥΠΑΛΛΗΛΟΣ ΤΟΥ ΚΡΑΤΟΥΣ ΓΕΡΜΑΝΟΣ ΝΑΥΑΡΧΟΣ ΕΙΣ ΤΑΣ ΗΝ. ΠΟΛΙΤΕΙΑΣ ΟΥΑΣΙΓΚΤΩΝ ΑΦΙΧΘΗ Ο ΓΕΡΜΑΝΟΣ ΝΑΥΑΡΧΟΣ ΔΙΑ ΣΥΝΟΜΙΛΙΑΣ 320 ΝΕΟΙ ΜΕΤΑΝΑΣΤΑΙ ΕΙΣ ΤΗΝ ΑΥΣΤΡΑΛΙΑΝ ΑΘΗΝΑΙ ΑΝΕΧΩΡΗΣΑΝ ΔΙΑ ΤΗΝ ΑΥΣΤΡΑΛΙΑΝ 320 ΝΕΟΙ ΜΕΤΑΝΑΣΤΑΙ ΕΝΑΝΤΙΟΝ ΤΗΣ ΠΡΩΤΟΧΡΟΝΙΑΣ ΚΩΝΣΤΑΝΤΙΝΟΥΠΟΛΙΣ ΕΩΡΤΑΣΘΗ ΚΑΤΑ ΤΟ ΠΑΛΑΙΟΝ ΗΜΕΡΟΛΟΓΙΟΝ Ο ΓΕΝΙΚΟΣ ΓΡΑΜΜΑΤΕΥΣ ΤΟΥ ΥΠΟΥΡΓΕΙΟΥ ΕΣΩΤΕΡΙΚΩΝ Ο ΓΕΝΙΚΟΣ ΓΡΑΜΜΑΤΕΥΣ ΕΠΙΣΚΕΦΘΗ ΤΑ ΓΡΑΦΕΙΑ ΤΗΣ ΝΟΜΑΡΧΙΑΣ: [959, 22, 1155, 778]
headline-patriarch: ΕΝΑΝΤΙΟΝ ΤΗΣ ΠΡΩΤΟΧΡΟΝΙΑΣ: [966, 689, 1149, 702]
column-4: Ο ΝΟΜΑΡΧΗΣ ΔΡΑΜΑΣ ΚΑΘΗΡΕΣΕ ΤΗΝ ΔΙΟΙΚΗΣΙΝ ΤΟΥ ΕΡΓΑΤ. ΚΕΝΤΡΟΥ ΑΜΕΣΩΣ ΜΕΤΑ ΤΗΝ ΕΚΛΟΓΗΝ ΝΕΑΣ ΚΑΙ ΘΕΩΡΕΙ ΑΚΥΡΟΥΣ ΤΑΣ ΕΚΛΟΓΑΣ Ἐπεψήφισε τὸ ψηφοδέλτιον Σισμανίδη. Ἔνστασις κατὰ τῆς ἐκλογῆς ἀπερρίφθη ΔΡΑΜΑ ΠΑΡΑ ΤΟΥ ΝΟΜΑΡΧΟΥ ΔΡΑΜΑΣ ΕΚΗΡΥΧΘΗ ΕΚΠΤΩΤΟΣ Η ΔΙΟΙΚΗΣΙΣ ΤΟΥ ΕΡΓΑΤΙΚΟΥ ΚΕΝΤΡΟΥ ΕΝΩ ΑΙ ΕΚΛΟΓΑΙ ΘΕΩΡΟΥΝΤΑΙ ΑΚΥΡΟΙ ΤΟ ΨΗΦΟΔΕΛΤΙΟΝ ΤΟΥ ΣΙΣΜΑΝΙΔΗ ΕΠΕΨΗΦΙΣΘΗ ΥΠΟ ΤΗΣ ΠΛΕΙΟΝΟΤΗΤΟΣ ΤΩΝ ΑΝΤΙΠΡΟΣΩΠΩΝ ΕΝ ΤΟΥΤΟΙΣ Η ΕΝΣΤΑΣΙΣ ΚΑΤΑ ΤΗΣ ΕΚΛΟΓΗΣ ΑΠΕΡΡΙΦΘΗ ΚΑΙ Η ΥΠΟΘΕΣΙΣ ΠΑΡΕΠΕΜΦΘΗ ΕΙΣ ΤΟ ΠΡΩΤΟΔΙΚΕΙΟΝ ΤΟ ΟΠΟΙΟΝ ΘΑ ΑΠΟΦΑΝΘΗ ΕΝΤΟΣ ΤΩΝ ΠΡΟΣΕΧΩΝ ΗΜΕΡΩΝ ΕΠΙ ΤΗΣ ΝΟΜΙΜΟΤΗΤΟΣ ΤΩΝ ΕΚΛΟΓΩΝ ΚΑΙ ΤΗΣ ΣΥΝΘΕΣΕΩΣ ΤΗΣ ΝΕΑΣ ΔΙΟΙΚΗΣΕΩΣ ΤΟΥ ΚΕΝΤΡΟΥ ΑΙ ΕΚΛΟΓΑΙ ΔΙΕΞΗΧΘΗΣΑΝ ΕΝ ΤΑΞΕΙ ΚΑΙ ΕΛΑΒΟΝ ΜΕΡΟΣ ΟΛΑ ΤΑ ΣΩΜΑΤΕΙΑ ΤΗΣ ΠΟΛΕΩΣ ΑΠΟΤΕΛΕΣΜΑΤΑ ΣΥΝΔΥΑΣΜΟΣ ΣΙΣΜΑΝΙΔΗ 38 ΨΗΦΟΙ ΣΥΝΔΥΑΣΜΟΣ ΑΝΤΙΠΑΛΟΣ 27 ΨΗΦΟΙ ΕΙΣ ΤΗΝ ΚΑΒΑΛΑΝ ΚΑΒΑΛΑ ΣΥΝΕΧΙΖΟΝΤΑΙ ΑΙ ΔΙΑΒΟΥΛΕΥΣΕΙΣ ΔΙΑ ΤΗΝ ΣΥΓΚΡΟΤΗΣΙΝ ΤΗΣ ΔΙΟΙΚΗΣΕΩΣ ΤΟΥ ΕΡΓΑΤΙΚΟΥ ΚΕΝΤΡΟΥ ΤΗΣ ΠΟΛΕΩΣ ΠΡΟΣΕΒΛΗΘΗ ΕΚ ΚΑΡΚΙΝΟΥ ΤΩΝ ΟΦΘΑΛΜΩΝ ΕΝΑ ΔΙΕΤΕΣ ΠΑΙΔΑΚΙ ΕΙΣ ΤΑΣ ΠΑΤΡΑΣ ΜΟΝΟΝ ΕΑΝ ΤΟΥ ΕΞΟΡΥΞΟΥΝ ΘΑ ΣΩΘΗ ΠΑΤΡΑΙ ΕΝΑ ΔΙΕΤΕΣ ΠΑΙΔΑΚΙ ΠΡΟΣΕΒΛΗΘΗ ΑΠΟ ΚΑΡΚΙΝΟΝ ΤΩΝ ΟΦΘΑΛΜΩΝ ΚΑΙ ΟΙ ΙΑΤΡΟΙ ΔΗΛΩΝΟΥΝ ΟΤΙ ΜΟΝΟΝ ΔΙΑ ΤΗΣ ΑΦΑΙΡΕΣΕΩΣ ΤΩΝ ΟΦΘΑΛΜΩΝ ΘΑ ΔΥΝΗΘΗ ΝΑ ΣΩΘΗ Η ΖΩΗ ΤΟΥ ΟΙ ΓΟΝΕΙΣ ΕΥΡΙΣΚΟΝΤΑΙ ΕΙΣ ΑΠΕΛΠΙΣΙΑΝ ΚΑΙ ΖΗΤΟΥΝ ΤΗΝ ΒΟΗΘΕΙΑΝ ΟΛΩΝ ΔΙΑ ΤΗΝ ΜΕΤΑΦΟΡΑΝ ΤΟΥ ΠΑΙΔΙΟΥ ΕΙΣ ΤΟ ΕΞΩΤΕΡΙΚΟΝ ΟΠΟΥ ΘΑ ΕΞΕΤΑΣΘΗ ΑΠΟ ΕΙΔΙΚΟΥΣ ΚΤΗΝΟΤΡΟΦΟΣ ΕΥΡΕΘΗ ΛΙΠΟΘΥΜΟΣ ΕΝΤΟΣ ΔΑΣΟΥΣ ΕΙΣ ΤΟ ΑΣΒΕΣΤΟΧΩΡΙ ΜΕ ΣΟΒΑΡΟΝ ΤΡΑΥΜΑ ΕΙΣ ΤΗΝ ΚΕΦΑΛΗΝ ΤΗΣ ΠΡΩΪΑΣ ΤΗΣ ΚΥΡΙΑΚΗΣ ΕΥΡΕΘΗ ΛΙΠΟΘΥΜΟΣ ΕΝΤΟΣ ΤΟΥ ΔΑΣΟΥΣ ΕΙΣ ΤΟ ΑΣΒΕΣΤΟΧΩΡΙ Ο ΚΤΗΝΟΤΡΟΦΟΣ ΜΕ ΣΟΒΑΡΟΝ ΤΡΑΥΜΑ ΕΙΣ ΤΗΝ ΚΕΦΑΛΗΝ ΜΕΤΕΦΕΡΘΗ ΕΙΣ ΤΟ ΝΟΣΟΚΟΜΕΙΟΝ ΟΠΟΥ ΝΟΣΗΛΕΥΕΤΑΙ Η ΧΩΡΟΦΥΛΑΚΗ ΕΡΕΥΝΑ ΔΙΑ ΝΑ ΔΙΑΠΙΣΤΩΣΗ ΕΑΝ ΠΡΟΚΕΙΤΑΙ ΠΕΡΙ ΑΤΥΧΗΜΑΤΟΣ Η ΕΓΚΛΗΜΑΤΙΚΗΣ ΕΝΕΡΓΕΙΑΣ ΟΡΓΑΝΟΥΤΑΙ Ο ΑΝΤΙΚΑΡΚΙΝΙΚΟΣ ΑΓΩΝ ΕΠΙ ΠΛΗΡΩΣ ΣΥΓΧΡΟΝΙΣΜΕΝΩΝ ΒΑΣΕΩΝ ΑΘΗΝΑΙ Ο ΕΛΛΗΝΙΚΟΣ ΑΝΤΙΚΑΡΚΙΝΙΚΟΣ ΣΥΝΔΕΣΜΟΣ ΑΝΑΚΟΙΝΟΙ ΟΤΙ ΟΡΓΑΝΩΝΕΤΑΙ Ο ΑΓΩΝ ΚΑΤΑ ΤΟΥ ΚΑΡΚΙΝΟΥ ΕΠΙ ΣΥΓΧΡΟΝΙΣΜΕΝΩΝ ΒΑΣΕΩΝ ΙΔΡΥΟΝΤΑΙ ΝΕΑ ΚΕΝΤΡΑ ΔΙΑΓΝΩΣΕΩΣ ΕΙΣ ΤΑΣ ΕΠΑΡΧΙΑΣ ΚΑΙ ΑΠΟΣΤΕΛΛΟΝΤΑΙ ΙΑΤΡΟΙ ΔΙΑ ΜΕΤΕΚΠΑΙΔΕΥΣΙΝ ΕΙΣ ΤΟ ΕΞΩΤΕΡΙΚΟΝ ΕΠΕΣΤΡΕΨΕΝ ΕΚ ΘΡΑΚΗΣ Ο ΥΠΟΥΡΓΟΣ ΒΟΡΕΙΟΥ ΕΛΛΑΔΟΣ ΕΠΕΣΤΡΕΨΕΝ ΕΙΣ ΘΕΣΣΑΛΟΝΙΚΗΝ ΕΚ ΘΡΑΚΗΣ Ο ΥΠΟΥΡΓΟΣ ΒΟΡΕΙΟΥ ΕΛΛΑΔΟΣ ΟΣΤΙΣ ΕΠΕΣΚΕΦΘΗ ΤΑΣ ΠΟΛΕΙΣ ΞΑΝΘΗΝ ΚΟΜΟΤΙΝΗΝ ΚΑΙ ΑΛΕΞΑΝΔΡΟΥΠΟΛΙΝ ΟΠΟΥ ΕΙΧΕ ΣΥΣΚΕΨΕΙΣ ΜΕ ΤΑΣ ΤΟΠΙΚΑΣ ΑΡΧΑΣ ΔΙΑ ΤΑ ΖΗΤΗΜΑΤΑ ΤΗΣ ΠΕΡΙΟΧΗΣ ΤΗΝ ΚΥΡΙΑΚΗΝ ΕΩΡΤΑΣΑΝ ΤΑ ΘΕΟΦΑΝΕΙΑ ΟΙ ΠΑΛΑΙΟΗΜΕΡΟΛΟΓΙΤΑΙ ΘΕΣΣΑΛΟΝΙΚΗΣ Ἡ πομπὴ μὲ ἐπὶ κεφαλῆς τοὺς ἱερεῖς. ΟΙ ΠΑΛΑΙΟΗΜΕΡΟΛΟΓΙΤΑΙ ΤΗΣ ΘΕΣΣΑΛΟΝΙΚΗΣ ΕΩΡΤΑΣΑΝ ΤΗΝ ΚΥΡΙΑΚΗΝ ΤΑ ΘΕΟΦΑΝΕΙΑ ΜΕ ΛΙΤΑΝΕΙΑΝ ΚΑΙ ΚΑΤΑΔΥΣΙΝ ΤΟΥ ΤΙΜΙΟΥ ΣΤΑΥΡΟΥ ΕΙΣ ΤΗΝ ΠΑΡΑΛΙΑΝ ΠΑΡΟΥΣΙΑ ΠΛΗΘΟΥΣ ΠΙΣΤΩΝ: [585, 24, 950, 981]
photo-caption: Ἡ πομπὴ μὲ ἐπὶ κεφαλῆς τοὺς ἱερεῖς.: [704, 949, 831, 960]
headline-gold: 301,50 ΔΡΑΧ. Η ΧΡΥΣΗ ΛΙΡΑ ΕΙΣ ΤΗΝ ΘΕΣΣΑΛΟΝΙΚΗΝ ΚΑΙ 300,70 ΕΙΣ ΤΑΣ ΑΘΗΝΑΣ: [966, 187, 1149, 224]
column-rule: [1159, 18, 1160, 2321]
headline-kastoria-jurors: ΟΙ ΕΝΟΡΚΟΙ ΚΑΚΟΥΡΓΙΟΔΙΚΕΙΟΥ ΚΑΣΤΟΡΙΑΣ: [1208, 583, 1519, 600]
body-text: ΜΟΣΧΑ ΑΠΟ ΤΙΝΟΣ ΔΕΝ ΕΜΦΑΝΙΖΕΤΑΙ ΔΗΜΟΣΙΑ Ο ΠΡΩΘΥΠΟΥΡΓΟΣ ΚΡΟΥΣΣΕΦ ΚΑΙ ΑΠΟΔΙΔΕΤΑΙ ΤΟΥΤΟ ΕΙΣ ΕΛΑΦΡΑΝ ΑΣΘΕΝΕΙΑΝ: [263, 556, 408, 591]
headline-cancer: ΠΡΟΣΕΒΛΗΘΗ ΕΚ ΚΑΡΚΙΝΟΥ ΤΩΝ ΟΦΘΑΛΜΩΝ ΕΝΑ ΔΙΕΤΕΣ ΠΑΙΔΑΚΙ ΕΙΣ ΤΑΣ ΠΑΤΡΑΣ: [589, 265, 946, 297]
column-rule: [579, 18, 580, 2321]
headline-khrushchev: Ο ΚΡΟΥΣΣΕΦ ΔΕΝ ΕΜΦΑΝΙΖΕΤΑΙ ΔΗΜΟΣΙΑ: [267, 527, 404, 552]
table-row: ΣΟΥΗΔΙΑ 546 52: [1167, 346, 1560, 356]
body-text: ΑΘΗΝΑΙ ΕΠΑΝΕΛΗΦΘΗ ΑΥΤΟΚΙΝΗΤΙΣΤΙΚΟΝ ΔΥΣΤΥΧΗΜΑ ΚΑΤΑ ΤΗΝ ΟΔΟΝ ΝΕΑΣ ΦΙΛΑΔΕΛΦΕΙΑΣ ΟΠΟΥ ΤΡΕΙΣ ΤΡΑΥΜΑΤΙΑΙ ΜΕΤΕΦΕΡΘΗΣΑΝ ΕΙΣ ΤΟΝ ΕΥΑΓΓΕΛΙΣΜΟΝ ΤΟ ΔΥΣΤΥΧΗΜΑ ΟΦΕΙΛΕΤΑΙ ΕΙΣ ΤΗΝ ΥΠΕΡΒΟΛΙΚΗΝ ΤΑΧΥΤΗΤΑ ΤΟΥ ΟΧΗΜΑΤΟΣ: [6, 488, 253, 523]
headline-morocco: Η ΠΡΩΤΗ ΜΑΡΟΚΙΝΗ ΑΝΩΤΕΡΑ ΥΠΑΛΛΗΛΟΣ: [968, 523, 1147, 549]
table-row: ΠΟΡΤΟΓΑΛΛΙΑ 272 16: [1167, 449, 1560, 459]
headline-australia: 320 ΝΕΟΙ ΜΕΤΑΝΑΣΤΑΙ ΕΙΣ ΤΗΝ ΑΥΣΤΡΑΛΙΑΝ: [969, 634, 1146, 660]
headline-germans: ΓΕΡΜΑΝΟΣ ΝΑΥΑΡΧΟΣ ΕΙΣ ΤΑΣ ΗΝ. ΠΟΛΙΤΕΙΑΣ: [969, 578, 1146, 604]
